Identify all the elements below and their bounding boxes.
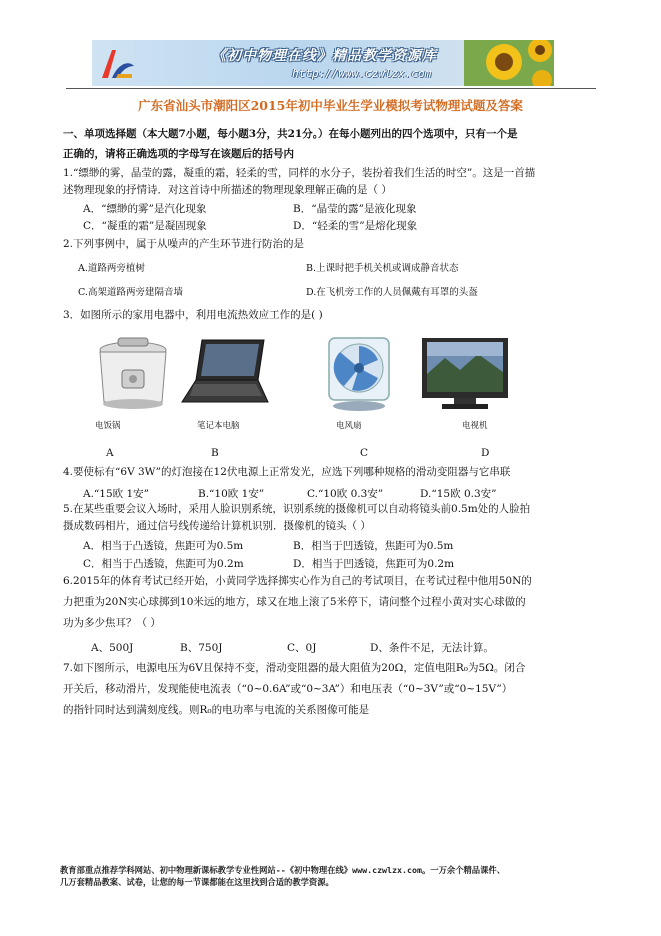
q3-label-a: 电饭锅 [95,421,121,431]
banner-url[interactable]: http://www.czwlzx.com [292,67,432,80]
rice-cooker-image [88,336,178,414]
q3-letter-b: B [211,447,219,459]
q4-option-c: C.“10欧 0.3安” [307,488,384,500]
q5-stem-line2: 摄成数码相片，通过信号线传递给计算机识别．摄像机的镜头（ ） [63,520,371,532]
sunflower-icon [464,40,554,86]
q6-option-d: D、条件不足，无法计算。 [370,642,494,654]
q4-option-d: D.“15欧 0.3安” [420,488,497,500]
q6-option-c: C、0J [287,642,317,654]
q1-stem-line2: 述物理现象的抒情诗．对这首诗中所描述的物理现象理解正确的是（ ） [63,184,392,196]
q3-letter-a: A [106,447,114,459]
q1-option-a: A．“缥缈的雾”是汽化现象 [83,203,207,215]
document-title: 广东省汕头市潮阳区2015年初中毕业生学业模拟考试物理试题及答案 [138,98,523,113]
q1-option-b: B．“晶莹的露”是液化现象 [293,203,417,215]
q5-option-b: B．相当于凹透镜，焦距可为0.5m [293,540,454,552]
laptop-image [180,336,270,414]
q4-option-a: A.“15欧 1安” [83,488,150,500]
q7-stem-line1: 7.如下图所示，电源电压为6V且保持不变，滑动变阻器的最大阻值为20Ω，定值电阻R₀为5Ω。闭合 [63,662,526,674]
q6-stem-line2: 力把重为20N实心球掷到10米远的地方，球又在地上滚了5米停下，请问整个过程小黄对实心球做的 [63,596,526,608]
footer-line1: 教育部重点推荐学科网站、初中物理新课标教学专业性网站--《初中物理在线》www.czwlzx.com。一万余个精品课件、 [60,865,505,875]
q1-option-c: C．“凝重的霜”是凝固现象 [83,220,207,232]
q2-option-d: D.在飞机旁工作的人员佩戴有耳罩的头盔 [306,287,478,298]
site-logo-icon [98,44,136,82]
header-rule [66,88,596,89]
page-footer [60,864,620,888]
q5-option-d: D．相当于凹透镜，焦距可为0.2m [293,558,455,570]
q2-option-b: B.上课时把手机关机或调成静音状态 [306,263,459,274]
q6-option-b: B、750J [180,642,223,654]
banner-title: 《初中物理在线》精品教学资源库 [212,48,437,64]
q6-stem-line1: 6.2015年的体育考试已经开始，小黄同学选择掷实心作为自己的考试项目，在考试过程中他用50N的 [63,575,532,587]
television-image [420,336,510,414]
section-heading-line2: 正确的，请将正确选项的字母写在该题后的括号内 [63,148,294,160]
q4-stem: 4.要使标有“6V 3W”的灯泡接在12伏电源上正常发光，应选下列哪种规格的滑动变阻器与它串联 [63,466,511,478]
q5-option-c: C．相当于凸透镜，焦距可为0.2m [83,558,244,570]
q5-stem-line1: 5.在某些重要会议入场时，采用人脸识别系统，识别系统的摄像机可以自动将镜头前0.5m处的人脸拍 [63,503,531,515]
q1-option-d: D．“轻柔的雪”是熔化现象 [293,220,418,232]
q3-label-b: 笔记本电脑 [197,421,240,431]
q2-option-a: A.道路两旁植树 [78,263,145,274]
q5-option-a: A．相当于凸透镜，焦距可为0.5m [83,540,244,552]
q3-letter-d: D [481,447,490,459]
electric-fan-image [314,336,404,414]
site-banner[interactable] [92,40,554,86]
q3-label-d: 电视机 [462,421,488,431]
q6-stem-line3: 功为多少焦耳？（ ） [63,617,161,629]
q4-option-b: B.“10欧 1安” [198,488,265,500]
q7-stem-line2: 开关后，移动滑片，发现能使电流表（“0~0.6A”或“0~3A”）和电压表（“0~3V”或“0~15V”） [63,683,513,695]
q1-stem-line1: 1.“缥缈的雾，晶莹的露，凝重的霜，轻柔的雪，同样的水分子，装扮着我们生活的时空”。这是一首描 [63,167,536,179]
q3-letter-c: C [360,447,369,459]
q6-option-a: A、500J [91,642,134,654]
footer-line2: 几万套精品教案、试卷，让您的每一节课都能在这里找到合适的教学资源。 [60,877,334,887]
q3-stem: 3．如图所示的家用电器中，利用电流热效应工作的是( ) [63,309,323,321]
q7-stem-line3: 的指针同时达到满刻度线。则R₀的电功率与电流的关系图像可能是 [63,704,370,716]
q2-stem: 2.下列事例中，属于从噪声的产生环节进行防治的是 [63,238,305,250]
section-heading-line1: 一、单项选择题（本大题7小题，每小题3分，共21分。）在每小题列出的四个选项中，只有一个是 [63,128,518,140]
q3-label-c: 电风扇 [336,421,362,431]
q2-option-c: C.高架道路两旁建隔音墙 [78,287,183,298]
